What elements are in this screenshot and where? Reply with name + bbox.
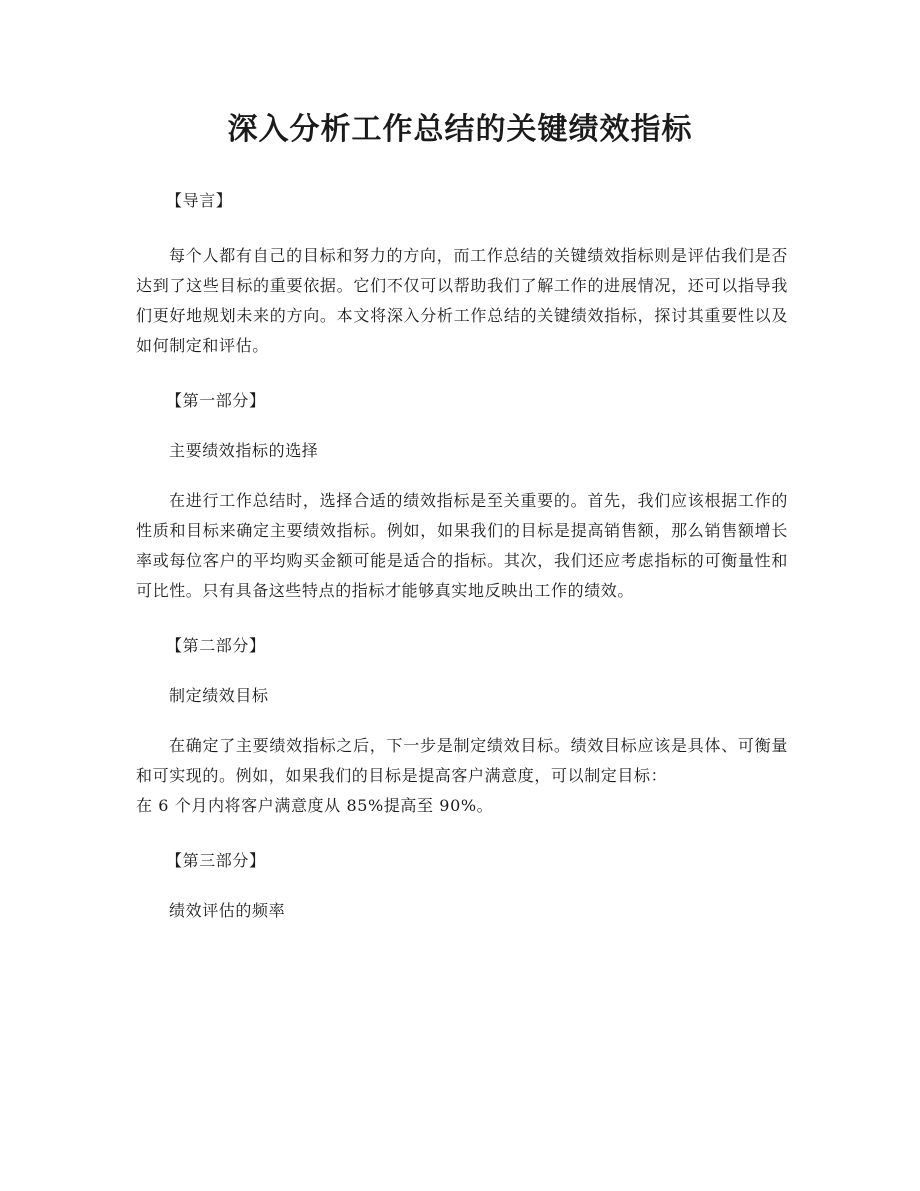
document-title: 深入分析工作总结的关键绩效指标 — [227, 112, 693, 147]
part1-heading: 【第一部分】 — [166, 391, 266, 410]
intro-paragraph: 每个人都有自己的目标和努力的方向，而工作总结的关键绩效指标则是评估我们是否达到了这些目标的重要依据。它们不仅可以帮助我们了解工作的进展情况，还可以指导我们更好地规划未来的方向。本文将深入分析工作总结的关键绩效指标，探讨其重要性以及如何制定和评估。 — [136, 246, 788, 355]
part2-paragraph-continuation: 在 6 个月内将客户满意度从 85%提高至 90%。 — [136, 796, 494, 815]
intro-heading: 【导言】 — [166, 191, 233, 210]
part2-heading: 【第二部分】 — [166, 636, 266, 655]
document-body — [136, 186, 788, 926]
part1-paragraph: 在进行工作总结时，选择合适的绩效指标是至关重要的。首先，我们应该根据工作的性质和目标来确定主要绩效指标。例如，如果我们的目标是提高销售额，那么销售额增长率或每位客户的平均购买金额可能是适合的指标。其次，我们还应考虑指标的可衡量性和可比性。只有具备这些特点的指标才能够真实地反映出工作的绩效。 — [136, 491, 788, 600]
part2-paragraph: 在确定了主要绩效指标之后，下一步是制定绩效目标。绩效目标应该是具体、可衡量和可实现的。例如，如果我们的目标是提高客户满意度，可以制定目标： — [136, 736, 788, 785]
part1-subtitle: 主要绩效指标的选择 — [169, 441, 319, 460]
part2-subtitle: 制定绩效目标 — [169, 686, 269, 705]
part3-heading: 【第三部分】 — [166, 851, 266, 870]
part3-subtitle: 绩效评估的频率 — [169, 901, 286, 920]
